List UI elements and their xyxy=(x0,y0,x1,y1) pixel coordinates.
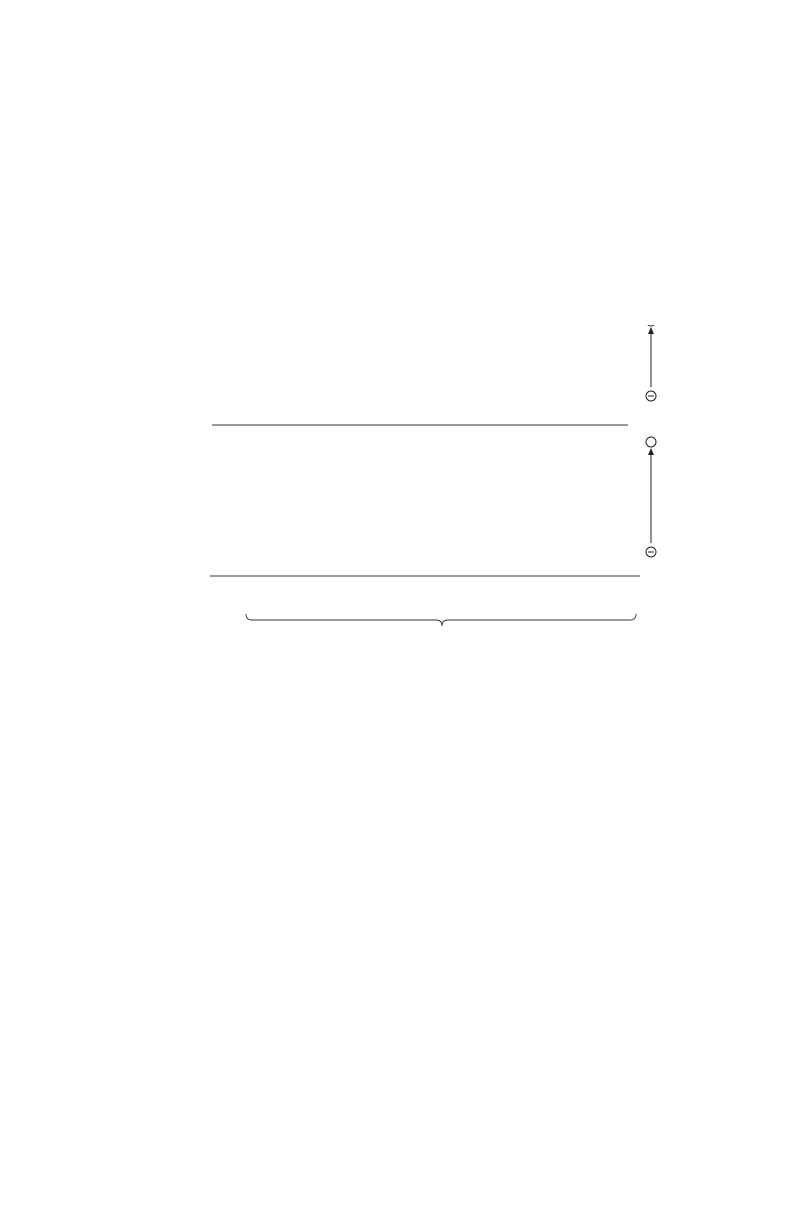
panel-ph60 xyxy=(646,437,656,557)
polarity-marker-bottom xyxy=(646,437,656,557)
polarity-marker-top xyxy=(646,325,656,401)
page-header xyxy=(95,88,705,118)
panel-ph86 xyxy=(212,325,656,425)
electrophoresis-figure xyxy=(0,325,800,645)
rare-types-brace xyxy=(246,614,636,626)
